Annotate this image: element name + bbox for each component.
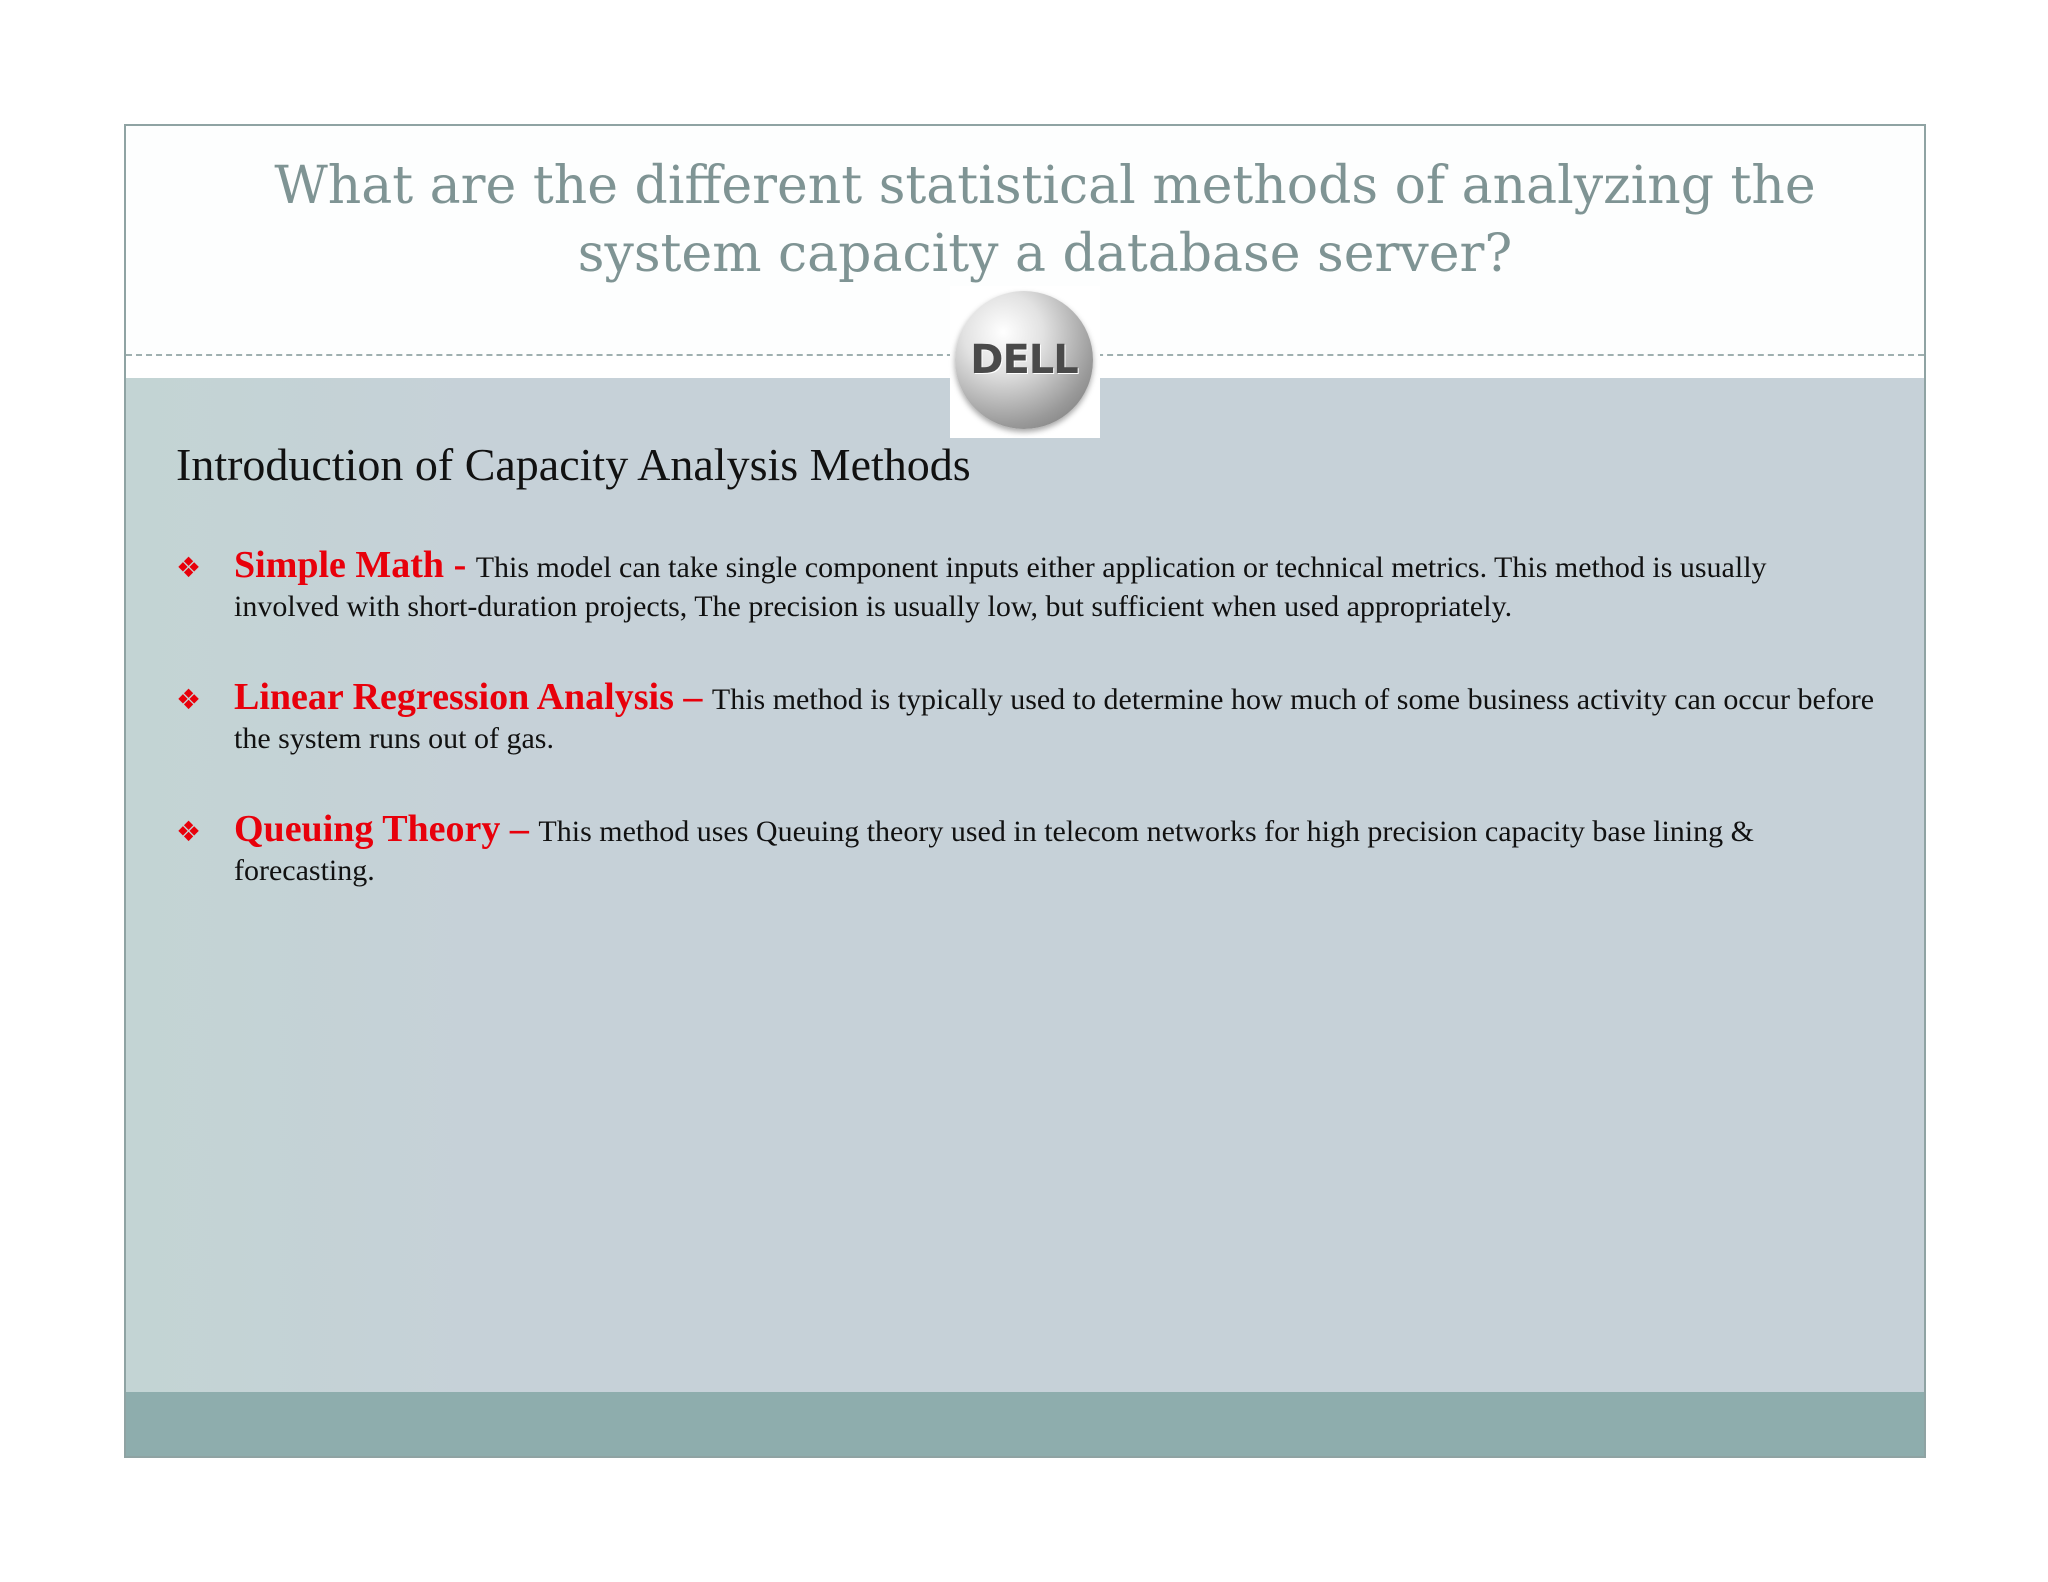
bullet-list: [176, 546, 1876, 942]
slide-title: What are the different statistical methods of analyzing the system capacity a database server?: [274, 156, 1816, 284]
bullet-term: Linear Regression Analysis: [234, 676, 674, 718]
section-subtitle: Introduction of Capacity Analysis Methods: [176, 439, 971, 490]
bullet-separator: –: [673, 676, 712, 718]
dell-logo-badge: [955, 291, 1093, 429]
bullet-term: Queuing Theory: [234, 808, 501, 850]
slide: [124, 124, 1926, 1458]
dell-logo: [950, 286, 1100, 438]
footer-band: [126, 1392, 1924, 1456]
bullet-separator: –: [500, 808, 539, 850]
diamond-bullet-icon: ❖: [176, 683, 202, 716]
dell-logo-text: DELL: [970, 337, 1078, 383]
list-item: [176, 546, 1876, 626]
list-item: [176, 810, 1876, 890]
bullet-text: This method is typically used to determine how much of some business activity can occur before the system runs out of gas.: [234, 683, 1875, 755]
bullet-text: This model can take single component inputs either application or technical metrics. This method is usually involved with short-duration projects, The precision is usually low, but sufficient when used appropriately.: [234, 551, 1767, 623]
list-item: [176, 678, 1876, 758]
diamond-bullet-icon: ❖: [176, 551, 202, 584]
bullet-separator: -: [444, 544, 476, 586]
bullet-text: This method uses Queuing theory used in telecom networks for high precision capacity base lining & forecasting.: [234, 815, 1754, 887]
bullet-term: Simple Math: [234, 544, 445, 586]
diamond-bullet-icon: ❖: [176, 815, 202, 848]
